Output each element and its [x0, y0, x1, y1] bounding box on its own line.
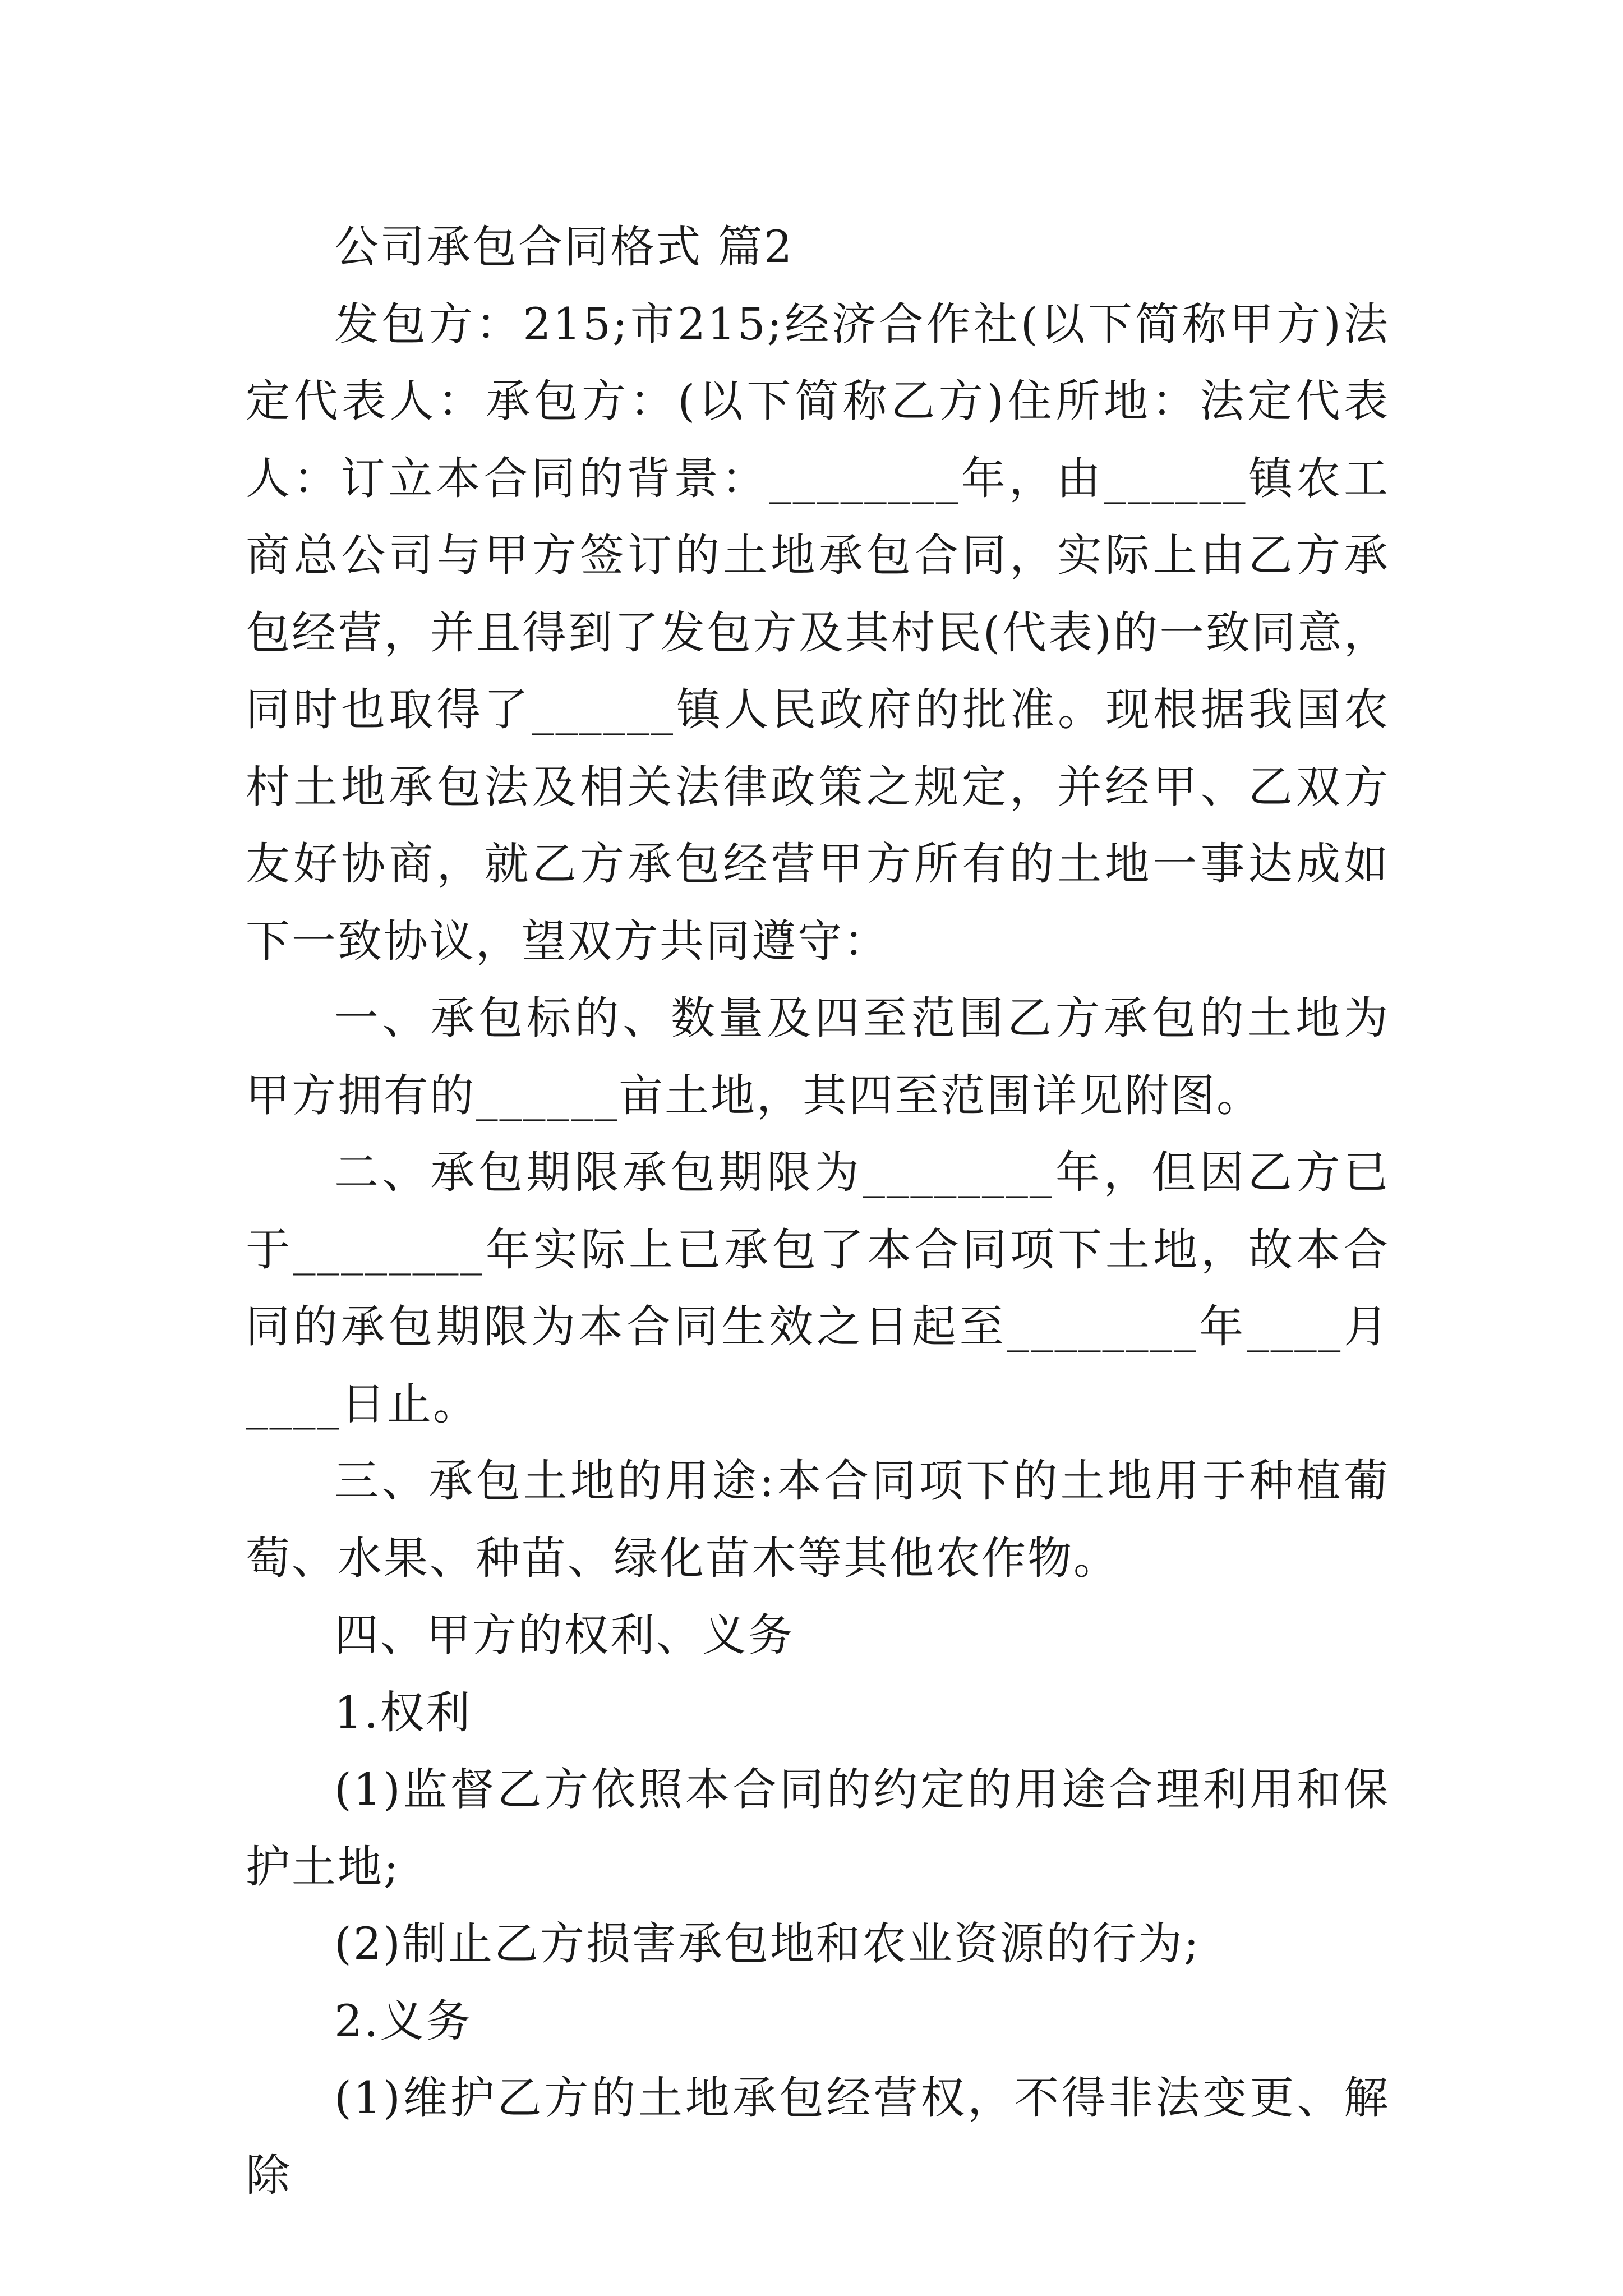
paragraph-rights-heading: 1.权利: [334, 1686, 472, 1738]
paragraph-right-1: (1)监督乙方依照本合同的约定的用途合理利用和保护土地;: [246, 1764, 1390, 1893]
paragraph-clause-3: 三、承包土地的用途:本合同项下的土地用于种植葡萄、水果、种苗、绿化苗木等其他农作物。: [246, 1455, 1390, 1584]
paragraph-clause-2: 二、承包期限承包期限为________年，但因乙方已于________年实际上已承包了本合同项下土地，故本合同的承包期限为本合同生效之日起至________年____月____日止。: [246, 1147, 1390, 1430]
paragraph-duties-heading: 2.义务: [334, 1995, 472, 2047]
paragraph-clause-1: 一、承包标的、数量及四至范围乙方承包的土地为甲方拥有的______亩土地，其四至范围详见附图。: [246, 992, 1390, 1121]
document-body: [246, 209, 1390, 2214]
paragraph-duty-1: (1)维护乙方的土地承包经营权，不得非法变更、解除: [246, 2072, 1390, 2201]
paragraph-right-2: (2)制止乙方损害承包地和农业资源的行为;: [334, 1918, 1201, 1970]
paragraph-parties: 发包方：215;市215;经济合作社(以下简称甲方)法定代表人：承包方：(以下简称乙方)住所地：法定代表人：订立本合同的背景：________年，由______镇农工商总公司与甲方签订的土地承包合同，实际上由乙方承包经营，并且得到了发包方及其村民(代表)的一致同意，同时也取得了______镇人民政府的批准。现根据我国农村土地承包法及相关法律政策之规定，并经甲、乙双方友好协商，就乙方承包经营甲方所有的土地一事达成如下一致协议，望双方共同遵守：: [246, 298, 1390, 967]
paragraph-clause-4-heading: 四、甲方的权利、义务: [334, 1609, 794, 1661]
document-title: 公司承包合同格式 篇2: [334, 221, 794, 273]
